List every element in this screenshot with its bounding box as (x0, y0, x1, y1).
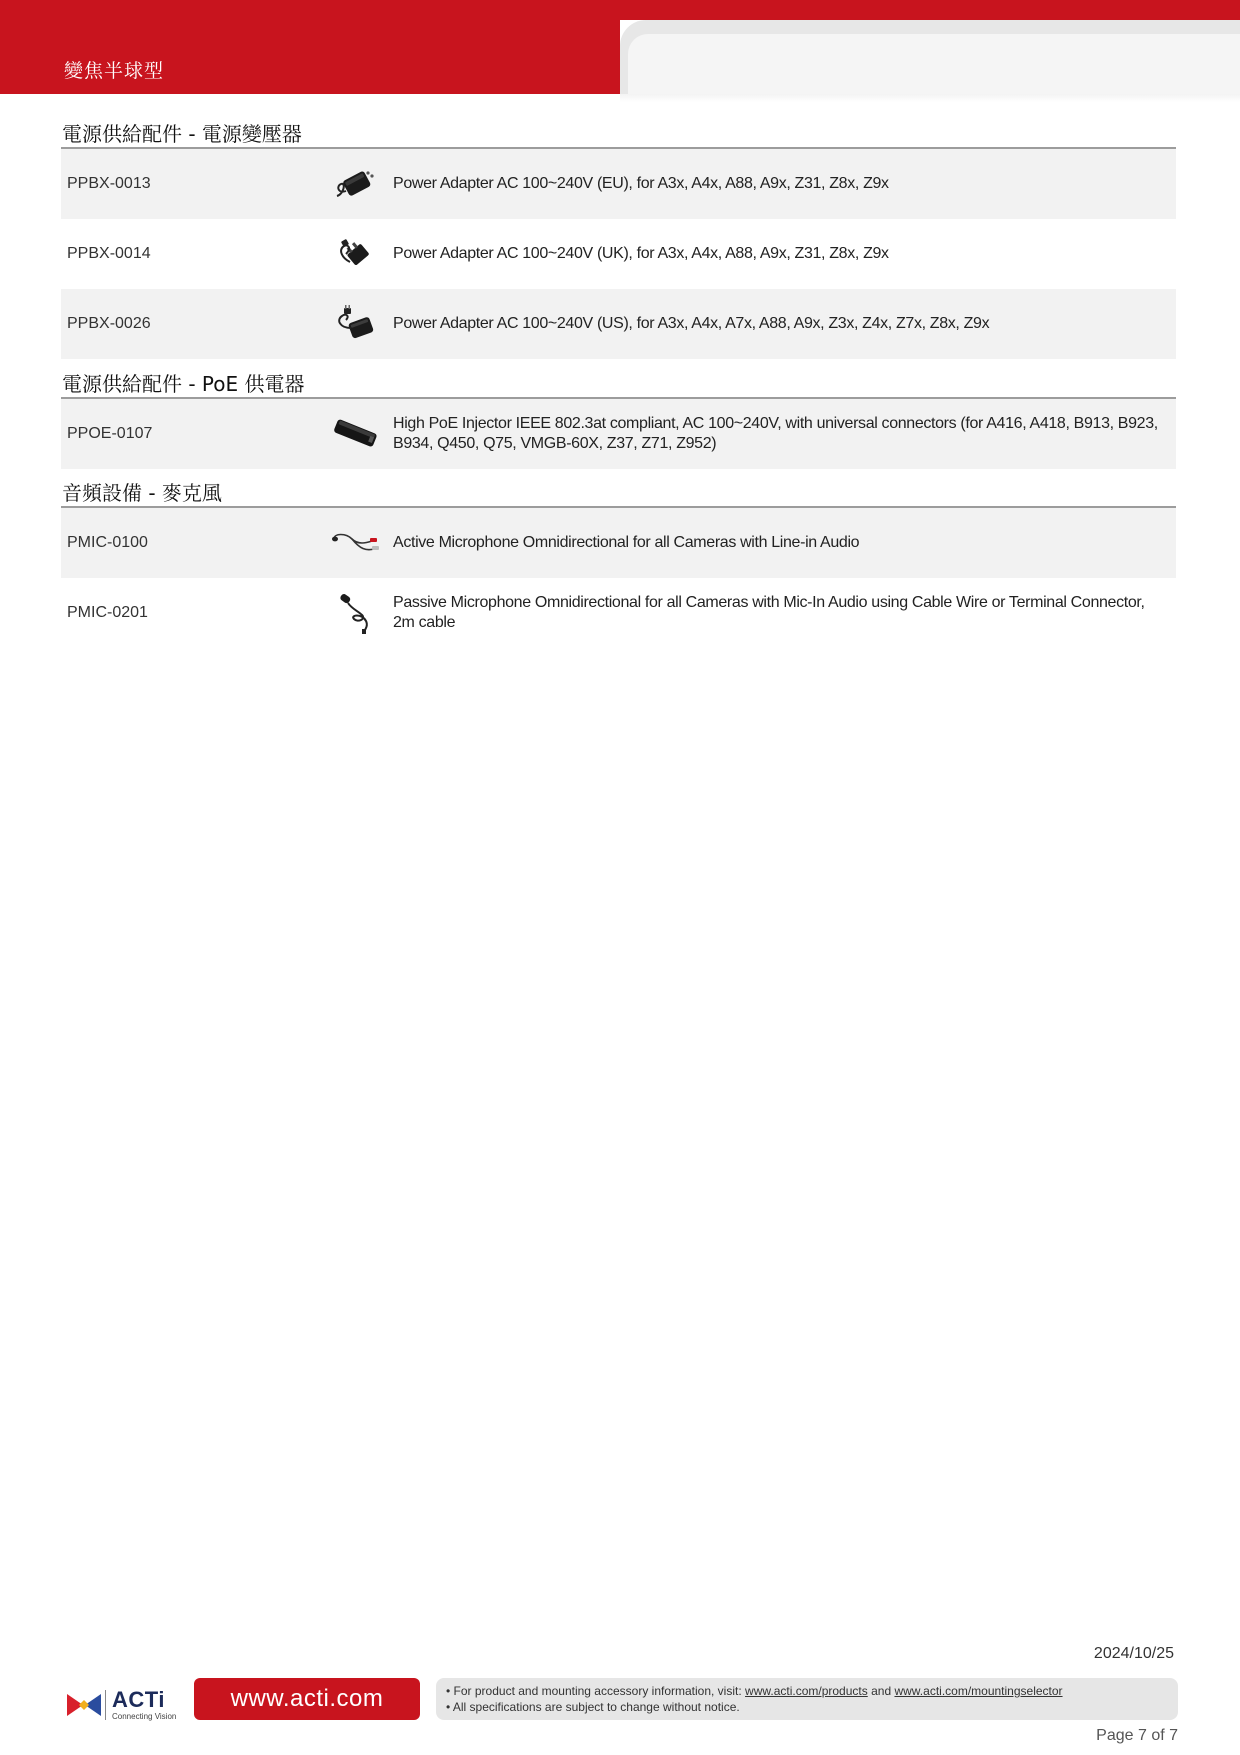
header-shadow (620, 94, 1240, 102)
footer-notes (436, 1678, 1178, 1720)
logo-divider (105, 1690, 106, 1720)
product-description: Active Microphone Omnidirectional for all Cameras with Line-in Audio (393, 534, 860, 551)
note-text: All specifications are subject to change without notice. (452, 1700, 740, 1714)
product-description: Passive Microphone Omnidirectional for all Cameras with Mic-In Audio using Cable Wire or Terminal Connector, 2m cable (393, 594, 1145, 631)
section-heading: 音頻設備 - 麥克風 (61, 481, 1176, 508)
note-line-products (446, 1683, 1168, 1699)
bullet: • (446, 1700, 451, 1714)
section-heading: 電源供給配件 - 電源變壓器 (61, 122, 1176, 149)
header-tab-inner (628, 34, 1240, 94)
logo-name: ACTi (112, 1687, 165, 1712)
page-number: Page 7 of 7 (1096, 1727, 1178, 1744)
product-description: High PoE Injector IEEE 802.3at compliant, AC 100~240V, with universal connectors (for A416, A418, B913, B923, B934, Q450, Q75, VMGB-60X, Z37, Z71, Z952) (393, 415, 1158, 452)
poe-injector-icon (323, 404, 387, 464)
product-row (61, 508, 1176, 578)
product-code: PMIC-0100 (67, 534, 148, 551)
power-adapter-icon (323, 294, 387, 354)
product-code: PPOE-0107 (67, 425, 153, 442)
logo-wordmark (112, 1689, 176, 1721)
product-description: Power Adapter AC 100~240V (EU), for A3x, A4x, A88, A9x, Z31, Z8x, Z9x (393, 175, 889, 192)
logo-tagline: Connecting Vision (112, 1712, 177, 1721)
page-title: 變焦半球型 (64, 60, 165, 82)
bullet: • (446, 1684, 451, 1698)
note-text: For product and mounting accessory information, visit: (453, 1684, 742, 1698)
product-code: PPBX-0013 (67, 175, 151, 192)
product-description: Power Adapter AC 100~240V (UK), for A3x, A4x, A88, A9x, Z31, Z8x, Z9x (393, 245, 889, 262)
product-code: PMIC-0201 (67, 604, 148, 621)
microphone-cable-icon (323, 513, 387, 573)
power-adapter-icon (323, 154, 387, 214)
acti-logo (67, 1686, 187, 1724)
power-adapter-icon (323, 224, 387, 284)
product-row (61, 399, 1176, 469)
product-description: Power Adapter AC 100~240V (US), for A3x, A4x, A7x, A88, A9x, Z3x, Z4x, Z7x, Z8x, Z9x (393, 315, 990, 332)
section-poe (61, 372, 1176, 469)
product-row (61, 578, 1176, 648)
document-date: 2024/10/25 (1093, 1645, 1174, 1662)
product-code: PPBX-0014 (67, 245, 151, 262)
mounting-selector-link[interactable]: www.acti.com/mountingselector (894, 1684, 1063, 1698)
note-line-disclaimer (446, 1699, 1168, 1715)
acti-logo-icon (67, 1692, 101, 1718)
section-heading: 電源供給配件 - PoE 供電器 (61, 372, 1176, 399)
product-row (61, 149, 1176, 219)
microphone-icon (323, 583, 387, 643)
product-code: PPBX-0026 (67, 315, 151, 332)
section-audio (61, 481, 1176, 648)
products-link[interactable]: www.acti.com/products (745, 1684, 868, 1698)
section-power-adapters (61, 122, 1176, 359)
note-conjunction: and (871, 1684, 892, 1698)
product-row (61, 289, 1176, 359)
website-link-button[interactable]: www.acti.com (194, 1678, 420, 1720)
product-row (61, 219, 1176, 289)
